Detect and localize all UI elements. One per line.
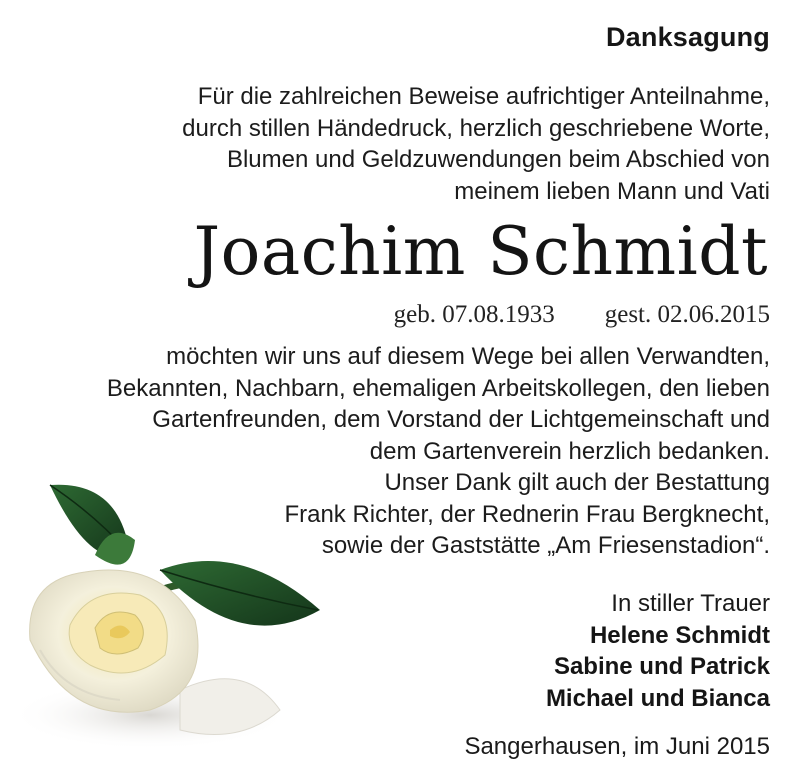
intro-line: meinem lieben Mann und Vati bbox=[454, 177, 770, 205]
thanks-line: Frank Richter, der Rednerin Frau Bergknecht, bbox=[284, 500, 770, 528]
thanks-line: Unser Dank gilt auch der Bestattung bbox=[384, 469, 770, 496]
thanks-line: sowie der Gaststätte „Am Friesenstadion“. bbox=[321, 532, 770, 559]
mourning-phrase: In stiller Trauer bbox=[611, 590, 770, 617]
signature-block bbox=[546, 588, 770, 714]
deceased-name: Joachim Schmidt bbox=[193, 213, 768, 290]
white-rose-icon bbox=[10, 460, 330, 760]
intro-line: Für die zahlreichen Beweise aufrichtiger Anteilnahme, bbox=[197, 83, 770, 110]
thanks-line: möchten wir uns auf diesem Wege bei allen Verwandten, bbox=[166, 343, 770, 370]
intro-line: durch stillen Händedruck, herzlich geschriebene Worte, bbox=[182, 114, 770, 142]
mourner-name: Michael und Bianca bbox=[545, 684, 770, 712]
place-and-date: Sangerhausen, im Juni 2015 bbox=[464, 733, 770, 760]
thanks-line: Gartenfreunden, dem Vorstand der Lichtgemeinschaft und bbox=[152, 406, 770, 433]
intro-line: Blumen und Geldzuwendungen beim Abschied von bbox=[226, 146, 770, 173]
birth-date: geb. 07.08.1933 bbox=[393, 301, 555, 328]
death-date: gest. 02.06.2015 bbox=[604, 301, 770, 328]
thanks-line: Bekannten, Nachbarn, ehemaligen Arbeitskollegen, den lieben bbox=[106, 374, 770, 402]
intro-paragraph bbox=[182, 81, 770, 207]
thanks-line: dem Gartenverein herzlich bedanken. bbox=[369, 437, 770, 465]
notice-heading: Danksagung bbox=[605, 22, 770, 52]
mourner-name: Sabine und Patrick bbox=[553, 653, 770, 680]
mourner-name: Helene Schmidt bbox=[589, 621, 770, 649]
life-dates bbox=[394, 301, 770, 329]
